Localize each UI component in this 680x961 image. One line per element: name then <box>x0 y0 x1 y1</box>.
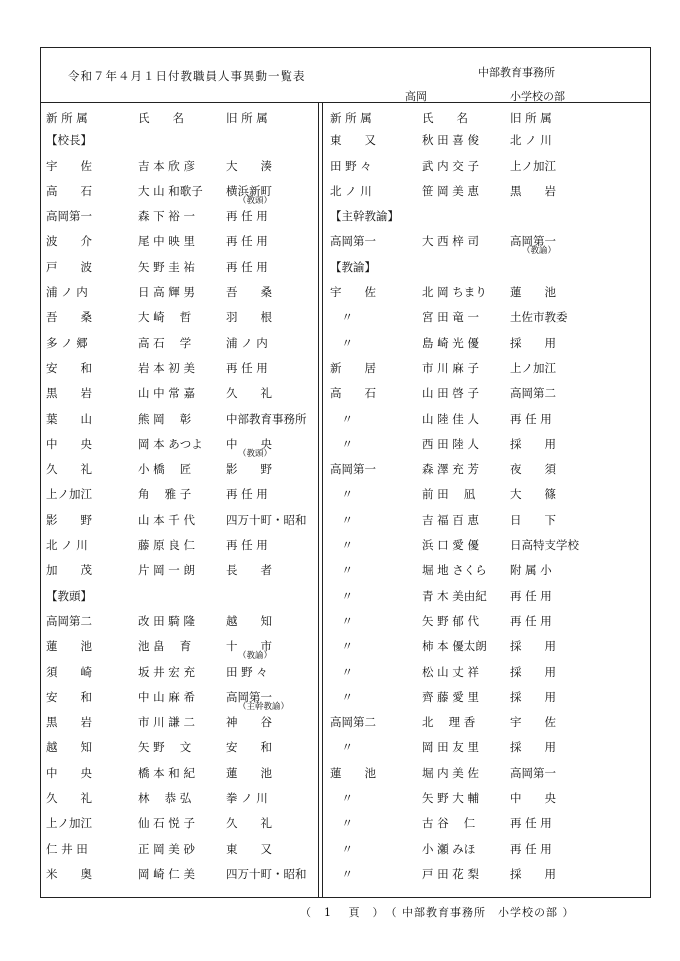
table-row <box>44 608 324 633</box>
table-row <box>328 583 608 608</box>
table-row <box>328 557 608 582</box>
new-affiliation: 浦 ノ 内 <box>46 285 88 300</box>
old-affiliation: 吾 桑 <box>226 285 272 300</box>
old-affiliation: 神 谷 <box>226 715 272 730</box>
table-row <box>328 760 608 785</box>
old-affiliation: 附 属 小 <box>510 563 552 578</box>
person-name: 日 高 輝 男 <box>138 285 195 300</box>
person-name: 矢 野 大 輔 <box>422 791 479 806</box>
old-affiliation: 再 任 用 <box>510 816 552 831</box>
person-name: 池 畠 育 <box>138 639 192 654</box>
new-affiliation: 上ノ加江 <box>46 487 92 502</box>
person-name: 齊 藤 愛 里 <box>422 689 479 704</box>
table-row <box>328 810 608 835</box>
new-affiliation: 久 礼 <box>46 462 92 477</box>
new-affiliation: 高岡第二 <box>46 613 92 628</box>
old-affiliation: 東 又 <box>226 841 272 856</box>
new-affiliation: 宇 佐 <box>46 158 92 173</box>
table-row <box>44 380 324 405</box>
table-row <box>328 659 608 684</box>
person-name: 片 岡 一 朗 <box>138 563 195 578</box>
new-affiliation: 影 野 <box>46 512 92 527</box>
table-header <box>44 102 324 127</box>
person-name: 大 山 和歌子 <box>138 183 203 198</box>
old-affiliation: 再 任 用 <box>226 360 268 375</box>
person-name: 島 崎 光 優 <box>422 335 479 350</box>
new-affiliation: 中 央 <box>46 436 92 451</box>
table-row <box>328 456 608 481</box>
table-row <box>328 709 608 734</box>
new-affiliation: 〃 <box>330 791 353 806</box>
table-row <box>328 178 608 203</box>
old-affiliation: 浦 ノ 内 <box>226 335 268 350</box>
category-label: 【教諭】 <box>330 259 376 274</box>
person-name: 市 川 謙 二 <box>138 715 195 730</box>
old-affiliation: 再 任 用 <box>226 209 268 224</box>
old-affiliation: 大 湊 <box>226 158 272 173</box>
previous-position-note: （教諭） <box>522 246 557 257</box>
new-affiliation: 蓮 池 <box>330 765 376 780</box>
new-affiliation: 新 居 <box>330 360 376 375</box>
person-name: 橋 本 和 紀 <box>138 765 195 780</box>
table-row <box>328 228 608 257</box>
person-name: 青 木 美由紀 <box>422 588 487 603</box>
new-affiliation: 田 野 々 <box>330 158 372 173</box>
section-name: 小学校の部 <box>510 90 565 103</box>
person-name: 市 川 麻 子 <box>422 360 479 375</box>
table-row <box>44 304 324 329</box>
person-name: 堀 内 美 佐 <box>422 765 479 780</box>
person-name: 山 本 千 代 <box>138 512 195 527</box>
person-name: 林 恭 弘 <box>138 791 192 806</box>
new-affiliation: 高岡第二 <box>330 715 376 730</box>
table-row <box>328 279 608 304</box>
new-affiliation: 蓮 池 <box>46 639 92 654</box>
table-header <box>328 102 608 127</box>
person-name: 岡 崎 仁 美 <box>138 866 195 881</box>
table-row <box>44 557 324 582</box>
person-name: 仙 石 悦 子 <box>138 816 195 831</box>
new-affiliation: 〃 <box>330 487 353 502</box>
new-affiliation: 中 央 <box>46 765 92 780</box>
old-affiliation: 採 用 <box>510 689 556 704</box>
category-label: 【校長】 <box>46 133 92 148</box>
header-new-affiliation: 新 所 属 <box>330 111 372 125</box>
new-affiliation: 〃 <box>330 512 353 527</box>
old-affiliation: 蓮 池 <box>510 285 556 300</box>
category-row <box>44 127 324 152</box>
office-name: 中部教育事務所 <box>478 66 555 79</box>
person-name: 岩 本 初 美 <box>138 360 195 375</box>
old-affiliation: 高岡第二 <box>510 386 556 401</box>
new-affiliation: 東 又 <box>330 133 376 148</box>
old-affiliation: 採 用 <box>510 664 556 679</box>
person-name: 秋 田 喜 俊 <box>422 133 479 148</box>
new-affiliation: 黒 岩 <box>46 715 92 730</box>
new-affiliation: 高岡第一 <box>330 234 376 249</box>
left-column <box>44 102 324 886</box>
person-name: 前 田 凪 <box>422 487 476 502</box>
person-name: 山 田 啓 子 <box>422 386 479 401</box>
new-affiliation: 仁 井 田 <box>46 841 88 856</box>
old-affiliation: 再 任 用 <box>226 234 268 249</box>
old-affiliation: 土佐市教委 <box>510 310 568 325</box>
header-old-affiliation: 旧 所 属 <box>510 111 552 125</box>
new-affiliation: 〃 <box>330 588 353 603</box>
table-row <box>44 709 324 734</box>
table-row <box>44 481 324 506</box>
old-affiliation: 安 和 <box>226 740 272 755</box>
person-name: 浜 口 愛 優 <box>422 538 479 553</box>
new-affiliation: 〃 <box>330 740 353 755</box>
person-name: 森 澤 充 芳 <box>422 462 479 477</box>
left-table-body <box>44 127 324 886</box>
old-affiliation: 再 任 用 <box>510 613 552 628</box>
old-affiliation: 横浜新町 <box>226 183 272 198</box>
table-row <box>328 380 608 405</box>
table-row <box>44 659 324 684</box>
old-affiliation: 黒 岩 <box>510 183 556 198</box>
person-name: 藤 原 良 仁 <box>138 538 195 553</box>
new-affiliation: 須 崎 <box>46 664 92 679</box>
person-name: 改 田 騎 隆 <box>138 613 195 628</box>
table-row <box>44 684 324 712</box>
person-name: 角 雅 子 <box>138 487 192 502</box>
person-name: 熊 岡 彰 <box>138 411 192 426</box>
old-affiliation: 中部教育事務所 <box>226 411 307 426</box>
table-row <box>44 254 324 279</box>
old-affiliation: 田 野 々 <box>226 664 268 679</box>
old-affiliation: 高岡第一 <box>510 765 556 780</box>
person-name: 山 中 常 嘉 <box>138 386 195 401</box>
new-affiliation: 〃 <box>330 639 353 654</box>
new-affiliation: 葉 山 <box>46 411 92 426</box>
old-affiliation: 中 央 <box>510 791 556 806</box>
header-name: 氏 名 <box>422 111 468 125</box>
new-affiliation: 安 和 <box>46 689 92 704</box>
previous-position-note: （教諭） <box>238 651 273 662</box>
person-name: 小 瀬 みほ <box>422 841 476 856</box>
table-row <box>44 734 324 759</box>
old-affiliation: 長 者 <box>226 563 272 578</box>
right-table-body <box>328 127 608 886</box>
new-affiliation: 久 礼 <box>46 791 92 806</box>
person-name: 矢 野 文 <box>138 740 192 755</box>
table-row <box>44 785 324 810</box>
person-name: 尾 中 映 里 <box>138 234 195 249</box>
table-row <box>44 330 324 355</box>
previous-position-note: （主幹教諭） <box>238 701 290 712</box>
table-row <box>44 178 324 206</box>
person-name: 武 内 交 子 <box>422 158 479 173</box>
new-affiliation: 〃 <box>330 411 353 426</box>
table-row <box>328 431 608 456</box>
area-name: 高岡 <box>405 90 427 103</box>
table-row <box>44 279 324 304</box>
table-row <box>44 228 324 253</box>
previous-position-note: （教頭） <box>238 195 273 206</box>
person-name: 北 岡 ちまり <box>422 285 487 300</box>
person-name: 北 理 香 <box>422 715 476 730</box>
new-affiliation: 波 介 <box>46 234 92 249</box>
new-affiliation: 〃 <box>330 538 353 553</box>
old-affiliation: 再 任 用 <box>510 588 552 603</box>
old-affiliation: 拳 ノ 川 <box>226 791 268 806</box>
person-name: 古 谷 仁 <box>422 816 476 831</box>
old-affiliation: 採 用 <box>510 639 556 654</box>
table-row <box>44 836 324 861</box>
new-affiliation: 高 石 <box>46 183 92 198</box>
old-affiliation: 北 ノ 川 <box>510 133 552 148</box>
new-affiliation: 〃 <box>330 664 353 679</box>
category-row <box>328 203 608 228</box>
table-row <box>44 203 324 228</box>
person-name: 堀 地 さくら <box>422 563 487 578</box>
old-affiliation: 十 市 <box>226 639 272 654</box>
table-row <box>44 456 324 481</box>
old-affiliation: 夜 須 <box>510 462 556 477</box>
new-affiliation: 越 知 <box>46 740 92 755</box>
new-affiliation: 宇 佐 <box>330 285 376 300</box>
new-affiliation: 安 和 <box>46 360 92 375</box>
person-name: 西 田 陸 人 <box>422 436 479 451</box>
old-affiliation: 久 礼 <box>226 386 272 401</box>
old-affiliation: 久 礼 <box>226 816 272 831</box>
table-row <box>328 633 608 658</box>
table-row <box>44 406 324 431</box>
person-name: 正 岡 美 砂 <box>138 841 195 856</box>
previous-position-note: （教頭） <box>238 448 273 459</box>
old-affiliation: 採 用 <box>510 436 556 451</box>
old-affiliation: 上ノ加江 <box>510 158 556 173</box>
old-affiliation: 高岡第一 <box>510 234 556 249</box>
person-name: 大 崎 哲 <box>138 310 192 325</box>
old-affiliation: 蓮 池 <box>226 765 272 780</box>
table-row <box>44 633 324 662</box>
table-row <box>328 785 608 810</box>
table-row <box>328 406 608 431</box>
person-name: 吉 本 欣 彦 <box>138 158 195 173</box>
new-affiliation: 黒 岩 <box>46 386 92 401</box>
new-affiliation: 上ノ加江 <box>46 816 92 831</box>
old-affiliation: 再 任 用 <box>510 411 552 426</box>
new-affiliation: 吾 桑 <box>46 310 92 325</box>
person-name: 岡 田 友 里 <box>422 740 479 755</box>
old-affiliation: 採 用 <box>510 866 556 881</box>
new-affiliation: 高岡第一 <box>330 462 376 477</box>
person-name: 高 石 学 <box>138 335 192 350</box>
table-row <box>328 304 608 329</box>
table-row <box>44 760 324 785</box>
table-row <box>328 532 608 557</box>
old-affiliation: 上ノ加江 <box>510 360 556 375</box>
table-row <box>328 836 608 861</box>
new-affiliation: 戸 波 <box>46 259 92 274</box>
table-row <box>44 431 324 459</box>
new-affiliation: 〃 <box>330 563 353 578</box>
person-name: 山 陸 佳 人 <box>422 411 479 426</box>
old-affiliation: 採 用 <box>510 335 556 350</box>
table-row <box>44 810 324 835</box>
old-affiliation: 四万十町・昭和 <box>226 866 307 881</box>
header-name: 氏 名 <box>138 111 184 125</box>
person-name: 中 山 麻 希 <box>138 689 195 704</box>
category-row <box>44 583 324 608</box>
table-row <box>328 684 608 709</box>
old-affiliation: 採 用 <box>510 740 556 755</box>
new-affiliation: 〃 <box>330 310 353 325</box>
old-affiliation: 日 下 <box>510 512 556 527</box>
old-affiliation: 高岡第一 <box>226 689 272 704</box>
person-name: 岡 本 あつよ <box>138 436 203 451</box>
table-row <box>328 153 608 178</box>
person-name: 坂 井 宏 充 <box>138 664 195 679</box>
new-affiliation: 〃 <box>330 613 353 628</box>
person-name: 吉 福 百 恵 <box>422 512 479 527</box>
table-row <box>44 355 324 380</box>
table-row <box>44 153 324 178</box>
old-affiliation: 大 篠 <box>510 487 556 502</box>
new-affiliation: 高 石 <box>330 386 376 401</box>
page-footer: （ 1 頁 ） （ 中部教育事務所 小学校の部 ） <box>300 906 575 919</box>
table-row <box>44 532 324 557</box>
table-row <box>44 507 324 532</box>
new-affiliation: 〃 <box>330 841 353 856</box>
new-affiliation: 〃 <box>330 436 353 451</box>
person-name: 小 橋 匠 <box>138 462 192 477</box>
person-name: 大 西 梓 司 <box>422 234 479 249</box>
table-row <box>328 127 608 152</box>
table-row <box>328 861 608 886</box>
old-affiliation: 日高特支学校 <box>510 538 579 553</box>
new-affiliation: 高岡第一 <box>46 209 92 224</box>
new-affiliation: 北 ノ 川 <box>46 538 88 553</box>
table-row <box>328 355 608 380</box>
old-affiliation: 越 知 <box>226 613 272 628</box>
new-affiliation: 〃 <box>330 689 353 704</box>
old-affiliation: 再 任 用 <box>510 841 552 856</box>
table-row <box>328 481 608 506</box>
person-name: 矢 野 圭 祐 <box>138 259 195 274</box>
person-name: 戸 田 花 梨 <box>422 866 479 881</box>
new-affiliation: 〃 <box>330 335 353 350</box>
old-affiliation: 再 任 用 <box>226 259 268 274</box>
person-name: 笹 岡 美 恵 <box>422 183 479 198</box>
old-affiliation: 宇 佐 <box>510 715 556 730</box>
new-affiliation: 加 茂 <box>46 563 92 578</box>
header-old-affiliation: 旧 所 属 <box>226 111 268 125</box>
new-affiliation: 北 ノ 川 <box>330 183 372 198</box>
new-affiliation: 多 ノ 郷 <box>46 335 88 350</box>
category-label: 【主幹教諭】 <box>330 209 399 224</box>
header-new-affiliation: 新 所 属 <box>46 111 88 125</box>
old-affiliation: 再 任 用 <box>226 538 268 553</box>
old-affiliation: 羽 根 <box>226 310 272 325</box>
table-row <box>328 330 608 355</box>
new-affiliation: 〃 <box>330 866 353 881</box>
old-affiliation: 中 央 <box>226 436 272 451</box>
old-affiliation: 影 野 <box>226 462 272 477</box>
table-row <box>328 608 608 633</box>
person-name: 森 下 裕 一 <box>138 209 195 224</box>
person-name: 宮 田 竜 一 <box>422 310 479 325</box>
table-row <box>328 734 608 759</box>
new-affiliation: 米 奥 <box>46 866 92 881</box>
person-name: 松 山 丈 祥 <box>422 664 479 679</box>
old-affiliation: 再 任 用 <box>226 487 268 502</box>
person-name: 矢 野 郁 代 <box>422 613 479 628</box>
document-title: 令和７年４月１日付教職員人事異動一覧表 <box>68 69 306 83</box>
category-label: 【教頭】 <box>46 588 92 603</box>
category-row <box>328 254 608 279</box>
table-row <box>44 861 324 886</box>
right-column <box>328 102 608 886</box>
person-name: 柿 本 優太朗 <box>422 639 487 654</box>
new-affiliation: 〃 <box>330 816 353 831</box>
table-row <box>328 507 608 532</box>
old-affiliation: 四万十町・昭和 <box>226 512 307 527</box>
